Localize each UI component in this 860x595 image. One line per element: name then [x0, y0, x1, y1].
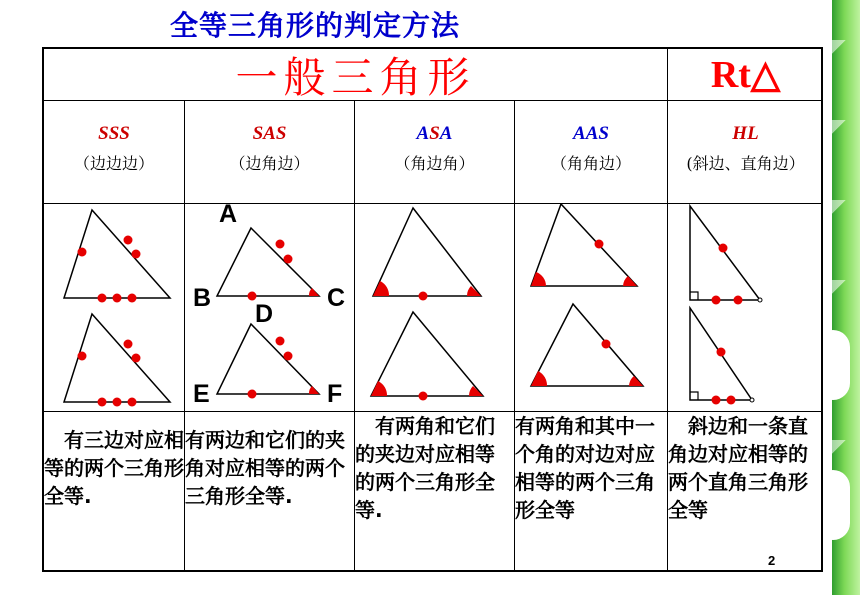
vertex-label-e: E [193, 380, 210, 408]
method-abbr [44, 123, 184, 147]
method-abbr-letters: SAS [252, 123, 287, 144]
description-asa [355, 412, 515, 572]
description-sss [44, 412, 185, 572]
asa-triangles-figure [355, 204, 515, 412]
figure-hl [668, 204, 823, 412]
hl-triangles-figure [668, 204, 823, 412]
description-text: 有两边和它们的夹角对应相等的两个三角形全等. [185, 428, 345, 508]
vertex-label-c: C [327, 284, 346, 312]
method-desc: (斜边、直角边） [686, 154, 805, 173]
figure-asa [355, 204, 515, 412]
method-abbr [355, 123, 514, 147]
method-abbr-letters: A [439, 123, 453, 144]
page-number: 2 [768, 553, 776, 568]
method-abbr [185, 123, 354, 147]
vertex-label-d: D [255, 300, 274, 328]
method-desc: （角角边） [550, 154, 631, 173]
figure-aas [515, 204, 668, 412]
method-abbr-letters: HL [732, 123, 759, 144]
method-hl [668, 101, 823, 204]
method-abbr [668, 123, 823, 147]
method-abbr-letters: A [416, 123, 430, 144]
description-text: 斜边和一条直角边对应相等的两个直角三角形全等 [668, 414, 808, 522]
description-text: 有两角和它们的夹边对应相等的两个三角形全等. [355, 414, 495, 522]
method-asa [355, 101, 515, 204]
vertex-label-f: F [327, 380, 343, 408]
description-text: 有三边对应相等的两个三角形全等. [44, 428, 184, 508]
method-aas [515, 101, 668, 204]
vertex-label-a: A [219, 200, 238, 228]
description-sas [185, 412, 355, 572]
description-hl [668, 412, 823, 572]
method-abbr-letters: SSS [98, 123, 130, 144]
method-desc: （边角边） [229, 154, 310, 173]
figure-sas [185, 200, 355, 412]
description-text: 有两角和其中一个角的对边对应相等的两个三角形全等 [515, 414, 655, 522]
method-sss [44, 101, 185, 204]
header-general-triangle [44, 49, 668, 101]
description-aas [515, 412, 668, 572]
vertex-label-b: B [193, 284, 212, 312]
method-abbr-letters: AAS [573, 123, 609, 144]
header-right-label: Rt△ [710, 54, 781, 96]
header-right-triangle [668, 49, 823, 101]
figure-sss [44, 204, 185, 412]
method-abbr [515, 123, 667, 147]
header-general-label: 一般三角形 [235, 52, 476, 102]
method-desc: （边边边） [73, 154, 154, 173]
criteria-table [42, 47, 823, 572]
slide-title: 全等三角形的判定方法 [170, 9, 461, 42]
aas-triangles-figure [515, 204, 668, 412]
method-abbr-letters: S [429, 123, 440, 144]
method-sas [185, 101, 355, 204]
method-desc: （角边角） [394, 154, 475, 173]
sss-triangles-figure [44, 204, 185, 412]
